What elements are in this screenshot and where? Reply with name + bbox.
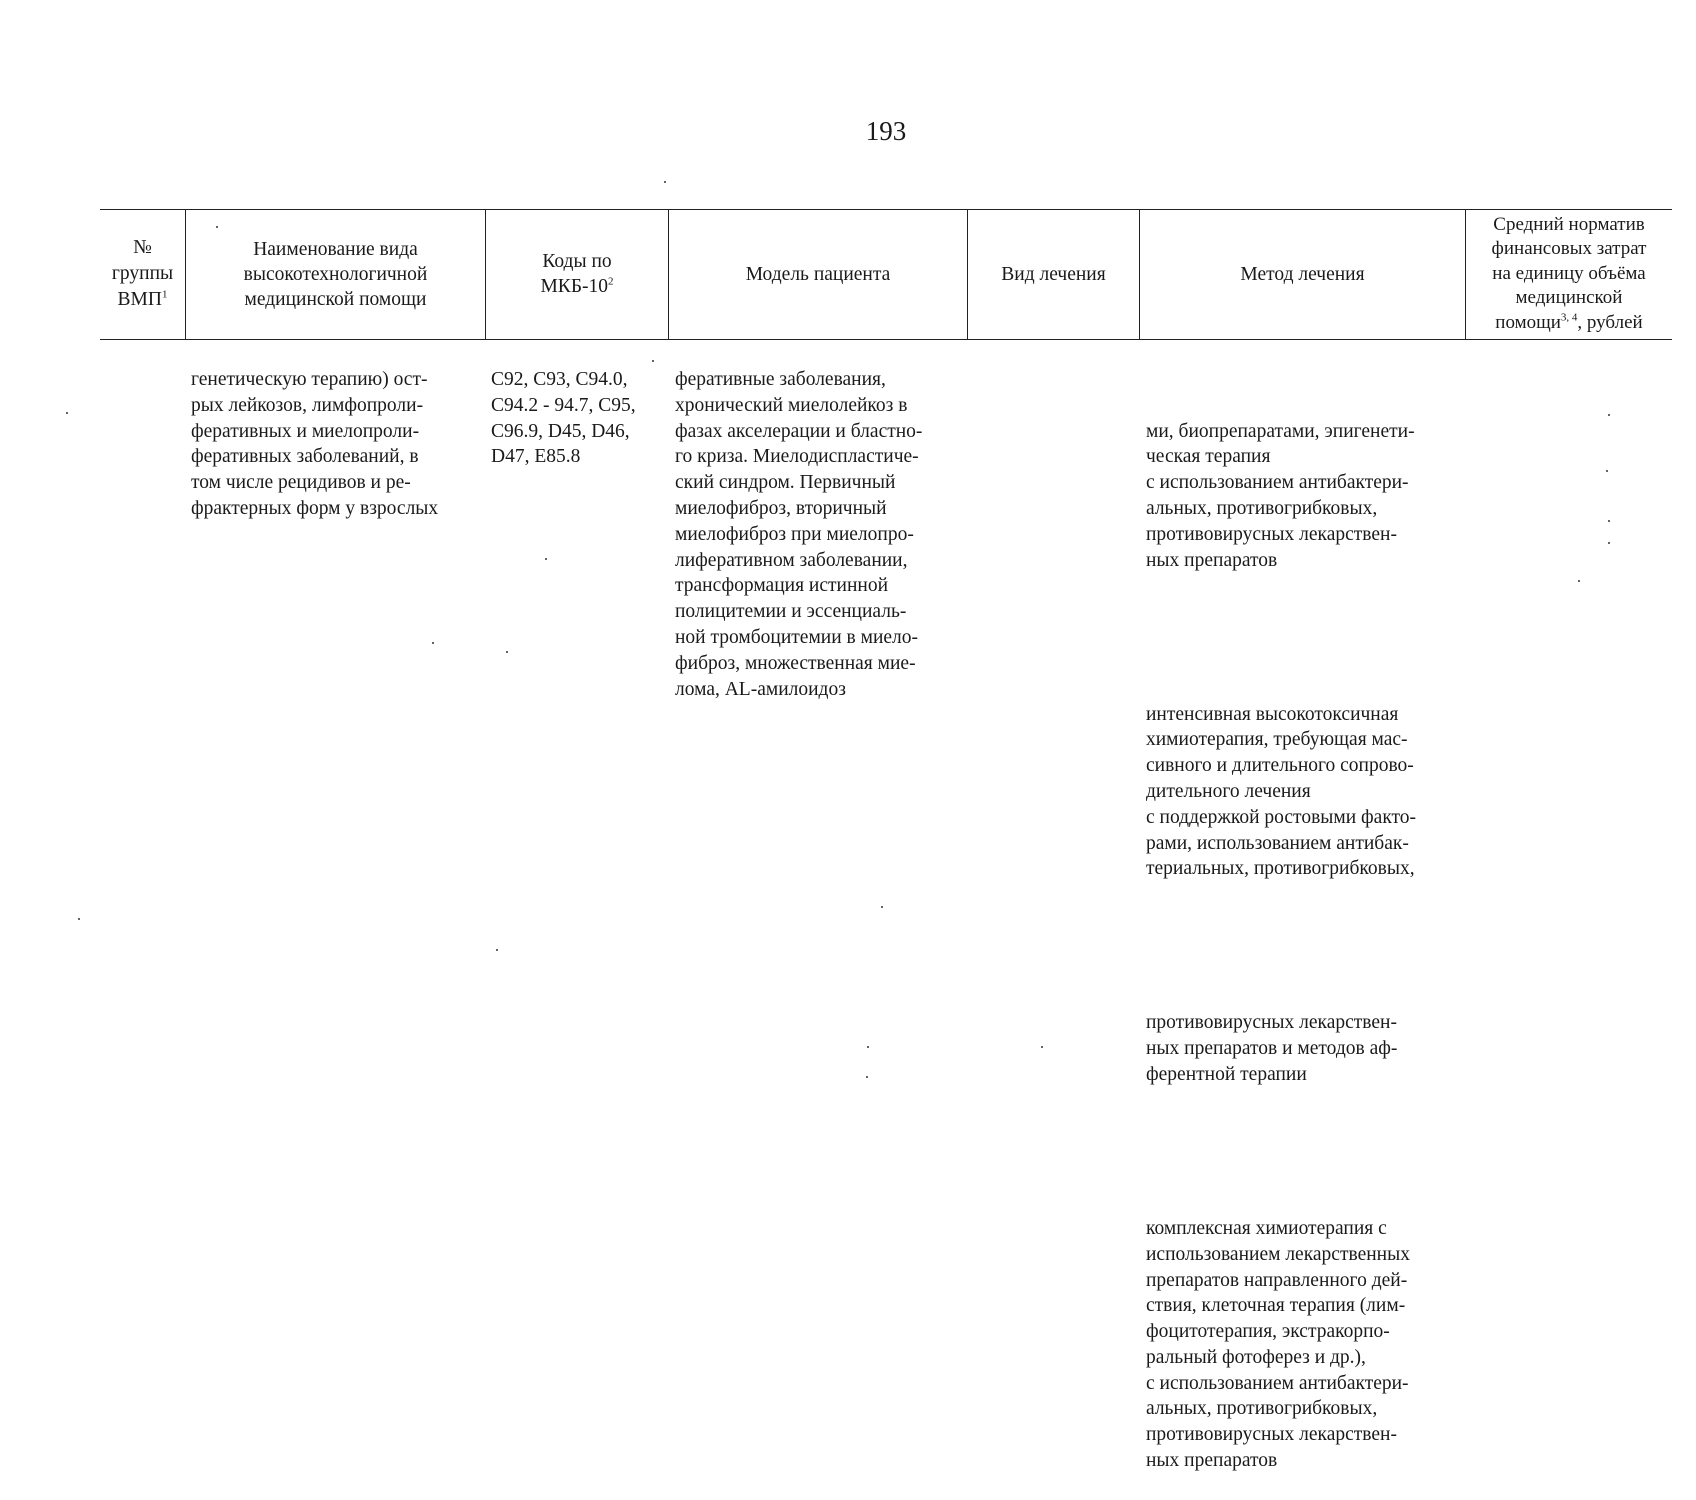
table-header-rule	[100, 339, 1672, 340]
scan-speck	[1608, 414, 1610, 416]
scan-speck	[496, 949, 498, 951]
scan-speck	[1606, 470, 1608, 472]
header-treatment-method-text: Метод лечения	[1240, 263, 1365, 285]
header-treatment-method	[1140, 210, 1465, 338]
footnote-ref: 1	[161, 288, 168, 301]
header-cost-text: Средний норматив финансовых затрат на единицу объёма медицинской помощи	[1491, 213, 1647, 333]
header-cost-tail: , рублей	[1577, 311, 1643, 333]
header-group-number-line3: ВМП	[117, 289, 162, 310]
scan-speck	[1041, 1046, 1043, 1048]
header-patient-model	[669, 210, 967, 338]
header-group-number-line2: группы	[111, 263, 174, 284]
method-block: комплексная химиотерапия с использованием лекарственных препаратов направленного дей- ствия, клеточная терапия (лим- фоцитотерапия, экстракорпо- ральный фотоферез и др.), с использованием антибактери- альных, противогрибковых, противовирусных лекарствен- ных препаратов	[1146, 1217, 1410, 1472]
method-block: ми, биопрепаратами, эпигенети- ческая терапия с использованием антибактери- альных, противогрибковых, противовирусных лекарствен- ных препаратов	[1146, 420, 1415, 571]
scan-speck	[78, 918, 80, 920]
page-number: 193	[865, 116, 907, 146]
scan-speck	[881, 906, 883, 908]
header-vmp-name	[186, 210, 485, 338]
header-vmp-name-text: Наименование вида высокотехнологичной медицинской помощи	[243, 238, 428, 310]
cell-treatment-method	[1146, 367, 1416, 1500]
header-treatment-type-text: Вид лечения	[1001, 263, 1106, 285]
scan-speck	[867, 1046, 869, 1048]
scan-speck	[216, 226, 218, 228]
scan-speck	[432, 642, 434, 644]
header-icd-codes	[486, 210, 668, 338]
scan-speck	[1578, 580, 1580, 582]
scan-speck	[652, 360, 654, 362]
footnote-ref: 3, 4	[1560, 311, 1578, 324]
header-treatment-type	[968, 210, 1139, 338]
scan-speck	[545, 558, 547, 560]
header-group-number	[100, 210, 185, 338]
scan-speck	[1608, 520, 1610, 522]
scan-speck	[866, 1076, 868, 1078]
scan-speck	[66, 412, 68, 414]
header-group-number-line1: №	[133, 237, 152, 258]
scan-speck	[664, 181, 666, 183]
header-patient-model-text: Модель пациента	[745, 263, 891, 285]
method-block: интенсивная высокотоксичная химиотерапия, требующая мас- сивного и длительного сопрово- дительного лечения с поддержкой ростовыми факто- рами, использованием антибак- териальных, противогрибковых,	[1146, 703, 1417, 880]
cell-icd-codes: C92, C93, C94.0, C94.2 - 94.7, C95, C96.9, D45, D46, D47, E85.8	[491, 369, 636, 468]
cell-patient-model: феративные заболевания, хронический миелолейкоз в фазах акселерации и бластно- го криза. Миелодиспластиче- ский синдром. Первичный миелофиброз, вторичный миелофиброз при миелопро- лиферативном заболевании, трансформация истинной полицитемии и эссенциаль- ной тромбоцитемии в миело- фиброз, множественная мие- лома, AL-амилоидоз	[675, 369, 923, 700]
footnote-ref: 2	[608, 275, 614, 288]
header-icd-codes-text: Коды по МКБ-10	[540, 251, 612, 297]
scan-speck	[506, 651, 508, 653]
cell-vmp-name: генетическую терапию) ост- рых лейкозов, лимфопроли- феративных и миелопроли- феративных заболеваний, в том числе рецидивов и ре- фрактерных форм у взрослых	[191, 369, 439, 519]
scan-speck	[1608, 542, 1610, 544]
method-block: противовирусных лекарствен- ных препаратов и методов аф- ферентной терапии	[1146, 1012, 1398, 1085]
header-cost-standard	[1466, 210, 1672, 338]
